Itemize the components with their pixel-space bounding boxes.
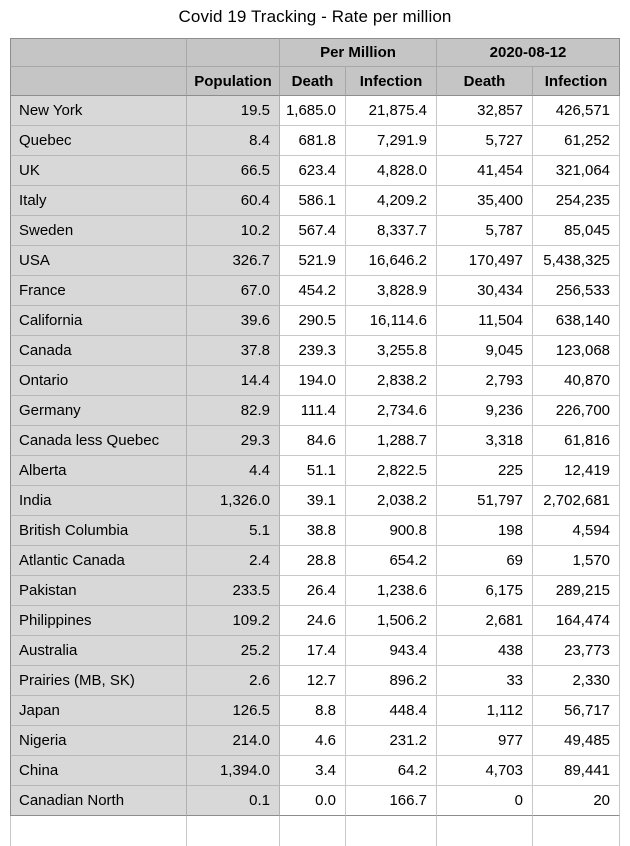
region-cell: Nigeria (10, 726, 187, 756)
population-cell: 0.1 (187, 786, 280, 816)
region-cell: Pakistan (10, 576, 187, 606)
region-cell: Canada (10, 336, 187, 366)
region-cell: Prairies (MB, SK) (10, 666, 187, 696)
population-cell: 39.6 (187, 306, 280, 336)
date-infection-cell: 85,045 (533, 216, 620, 246)
population-cell: 109.2 (187, 606, 280, 636)
region-cell: New York (10, 96, 187, 126)
region-cell: Atlantic Canada (10, 546, 187, 576)
population-cell: 14.4 (187, 366, 280, 396)
table-row (10, 366, 620, 396)
date-infection-cell: 23,773 (533, 636, 620, 666)
date-infection-cell: 254,235 (533, 186, 620, 216)
per-million-infection-cell: 3,828.9 (346, 276, 437, 306)
empty-cell (437, 816, 533, 846)
population-header: Population (187, 67, 280, 96)
region-cell: Canadian North (10, 786, 187, 816)
date-death-cell: 30,434 (437, 276, 533, 306)
date-death-cell: 2,793 (437, 366, 533, 396)
group-header-row (10, 38, 620, 67)
population-cell: 214.0 (187, 726, 280, 756)
date-death-cell: 198 (437, 516, 533, 546)
table-row (10, 576, 620, 606)
per-million-infection-cell: 654.2 (346, 546, 437, 576)
region-cell: Quebec (10, 126, 187, 156)
date-death-cell: 69 (437, 546, 533, 576)
region-cell: Ontario (10, 366, 187, 396)
date-death-cell: 0 (437, 786, 533, 816)
date-infection-cell: 321,064 (533, 156, 620, 186)
per-million-death-cell: 454.2 (280, 276, 346, 306)
date-infection-cell: 1,570 (533, 546, 620, 576)
date-infection-cell: 638,140 (533, 306, 620, 336)
date-infection-cell: 49,485 (533, 726, 620, 756)
population-cell: 19.5 (187, 96, 280, 126)
page-title: Covid 19 Tracking - Rate per million (178, 7, 452, 26)
population-cell: 233.5 (187, 576, 280, 606)
date-infection-cell: 4,594 (533, 516, 620, 546)
region-cell: UK (10, 156, 187, 186)
per-million-death-cell: 521.9 (280, 246, 346, 276)
per-million-death-cell: 623.4 (280, 156, 346, 186)
region-cell: Germany (10, 396, 187, 426)
population-cell: 5.1 (187, 516, 280, 546)
per-million-infection-cell: 16,114.6 (346, 306, 437, 336)
date-infection-cell: 164,474 (533, 606, 620, 636)
per-million-death-cell: 586.1 (280, 186, 346, 216)
date-infection-header: Infection (533, 67, 620, 96)
per-million-infection-cell: 2,838.2 (346, 366, 437, 396)
per-million-infection-header: Infection (346, 67, 437, 96)
per-million-death-cell: 194.0 (280, 366, 346, 396)
trailing-empty-row (10, 816, 620, 846)
per-million-infection-cell: 16,646.2 (346, 246, 437, 276)
empty-cell (346, 816, 437, 846)
date-death-cell: 41,454 (437, 156, 533, 186)
table-row (10, 126, 620, 156)
date-death-cell: 5,787 (437, 216, 533, 246)
population-cell: 126.5 (187, 696, 280, 726)
per-million-death-cell: 0.0 (280, 786, 346, 816)
empty-cell (187, 816, 280, 846)
covid-tracking-table (10, 38, 620, 846)
per-million-death-cell: 28.8 (280, 546, 346, 576)
per-million-infection-cell: 1,288.7 (346, 426, 437, 456)
date-infection-cell: 5,438,325 (533, 246, 620, 276)
population-cell: 67.0 (187, 276, 280, 306)
group-header-per-million: Per Million (280, 38, 437, 67)
table-row (10, 96, 620, 126)
per-million-death-cell: 290.5 (280, 306, 346, 336)
population-cell: 4.4 (187, 456, 280, 486)
table-header (10, 38, 620, 96)
table-row (10, 216, 620, 246)
table-row (10, 426, 620, 456)
per-million-infection-cell: 2,822.5 (346, 456, 437, 486)
date-death-cell: 977 (437, 726, 533, 756)
population-cell: 326.7 (187, 246, 280, 276)
table-row (10, 516, 620, 546)
per-million-infection-cell: 448.4 (346, 696, 437, 726)
table-row (10, 786, 620, 816)
region-cell: California (10, 306, 187, 336)
group-header-blank-population (187, 38, 280, 67)
region-cell: France (10, 276, 187, 306)
region-cell: Philippines (10, 606, 187, 636)
per-million-death-cell: 239.3 (280, 336, 346, 366)
per-million-death-cell: 111.4 (280, 396, 346, 426)
region-cell: Japan (10, 696, 187, 726)
date-death-cell: 6,175 (437, 576, 533, 606)
date-infection-cell: 289,215 (533, 576, 620, 606)
empty-cell (280, 816, 346, 846)
date-infection-cell: 426,571 (533, 96, 620, 126)
table-row (10, 246, 620, 276)
date-infection-cell: 61,252 (533, 126, 620, 156)
population-cell: 60.4 (187, 186, 280, 216)
empty-cell (10, 816, 187, 846)
table-row (10, 546, 620, 576)
region-cell: Canada less Quebec (10, 426, 187, 456)
per-million-infection-cell: 4,828.0 (346, 156, 437, 186)
table-row (10, 726, 620, 756)
per-million-infection-cell: 8,337.7 (346, 216, 437, 246)
per-million-death-cell: 1,685.0 (280, 96, 346, 126)
date-infection-cell: 123,068 (533, 336, 620, 366)
per-million-death-cell: 26.4 (280, 576, 346, 606)
table-row (10, 756, 620, 786)
population-cell: 10.2 (187, 216, 280, 246)
per-million-infection-cell: 896.2 (346, 666, 437, 696)
table-row (10, 666, 620, 696)
region-cell: Alberta (10, 456, 187, 486)
date-death-cell: 33 (437, 666, 533, 696)
date-infection-cell: 2,702,681 (533, 486, 620, 516)
date-infection-cell: 40,870 (533, 366, 620, 396)
date-infection-cell: 56,717 (533, 696, 620, 726)
table-row (10, 606, 620, 636)
per-million-death-cell: 24.6 (280, 606, 346, 636)
empty-cell (533, 816, 620, 846)
date-death-cell: 5,727 (437, 126, 533, 156)
per-million-infection-cell: 4,209.2 (346, 186, 437, 216)
date-death-cell: 9,045 (437, 336, 533, 366)
date-death-cell: 3,318 (437, 426, 533, 456)
per-million-death-cell: 567.4 (280, 216, 346, 246)
table-row (10, 636, 620, 666)
date-death-cell: 32,857 (437, 96, 533, 126)
per-million-infection-cell: 2,734.6 (346, 396, 437, 426)
date-death-header: Death (437, 67, 533, 96)
population-cell: 2.4 (187, 546, 280, 576)
population-cell: 2.6 (187, 666, 280, 696)
date-death-cell: 2,681 (437, 606, 533, 636)
table-row (10, 486, 620, 516)
per-million-death-cell: 39.1 (280, 486, 346, 516)
per-million-death-cell: 12.7 (280, 666, 346, 696)
trailing-empty-row-group (10, 816, 620, 846)
population-cell: 29.3 (187, 426, 280, 456)
per-million-infection-cell: 1,238.6 (346, 576, 437, 606)
date-death-cell: 9,236 (437, 396, 533, 426)
group-header-date: 2020-08-12 (437, 38, 620, 67)
region-header (10, 67, 187, 96)
region-cell: Italy (10, 186, 187, 216)
per-million-death-header: Death (280, 67, 346, 96)
region-cell: Australia (10, 636, 187, 666)
date-death-cell: 1,112 (437, 696, 533, 726)
per-million-infection-cell: 231.2 (346, 726, 437, 756)
per-million-death-cell: 38.8 (280, 516, 346, 546)
table-row (10, 276, 620, 306)
per-million-infection-cell: 3,255.8 (346, 336, 437, 366)
table-row (10, 336, 620, 366)
region-cell: British Columbia (10, 516, 187, 546)
population-cell: 37.8 (187, 336, 280, 366)
per-million-death-cell: 681.8 (280, 126, 346, 156)
date-infection-cell: 256,533 (533, 276, 620, 306)
per-million-death-cell: 84.6 (280, 426, 346, 456)
date-death-cell: 35,400 (437, 186, 533, 216)
date-death-cell: 51,797 (437, 486, 533, 516)
population-cell: 8.4 (187, 126, 280, 156)
table-row (10, 156, 620, 186)
table-body (10, 96, 620, 816)
per-million-death-cell: 17.4 (280, 636, 346, 666)
population-cell: 82.9 (187, 396, 280, 426)
date-infection-cell: 89,441 (533, 756, 620, 786)
per-million-infection-cell: 900.8 (346, 516, 437, 546)
table-row (10, 396, 620, 426)
region-cell: China (10, 756, 187, 786)
per-million-death-cell: 4.6 (280, 726, 346, 756)
per-million-infection-cell: 7,291.9 (346, 126, 437, 156)
per-million-infection-cell: 2,038.2 (346, 486, 437, 516)
per-million-infection-cell: 943.4 (346, 636, 437, 666)
date-infection-cell: 12,419 (533, 456, 620, 486)
date-death-cell: 4,703 (437, 756, 533, 786)
date-infection-cell: 61,816 (533, 426, 620, 456)
date-death-cell: 11,504 (437, 306, 533, 336)
per-million-infection-cell: 64.2 (346, 756, 437, 786)
population-cell: 66.5 (187, 156, 280, 186)
date-death-cell: 438 (437, 636, 533, 666)
date-death-cell: 225 (437, 456, 533, 486)
per-million-infection-cell: 1,506.2 (346, 606, 437, 636)
per-million-death-cell: 8.8 (280, 696, 346, 726)
date-infection-cell: 226,700 (533, 396, 620, 426)
population-cell: 25.2 (187, 636, 280, 666)
population-cell: 1,394.0 (187, 756, 280, 786)
per-million-infection-cell: 21,875.4 (346, 96, 437, 126)
region-cell: Sweden (10, 216, 187, 246)
region-cell: USA (10, 246, 187, 276)
table-row (10, 306, 620, 336)
table-row (10, 456, 620, 486)
population-cell: 1,326.0 (187, 486, 280, 516)
table-row (10, 186, 620, 216)
column-header-row (10, 67, 620, 96)
date-death-cell: 170,497 (437, 246, 533, 276)
region-cell: India (10, 486, 187, 516)
date-infection-cell: 2,330 (533, 666, 620, 696)
date-infection-cell: 20 (533, 786, 620, 816)
per-million-death-cell: 51.1 (280, 456, 346, 486)
table-row (10, 696, 620, 726)
group-header-blank-region (10, 38, 187, 67)
per-million-infection-cell: 166.7 (346, 786, 437, 816)
per-million-death-cell: 3.4 (280, 756, 346, 786)
